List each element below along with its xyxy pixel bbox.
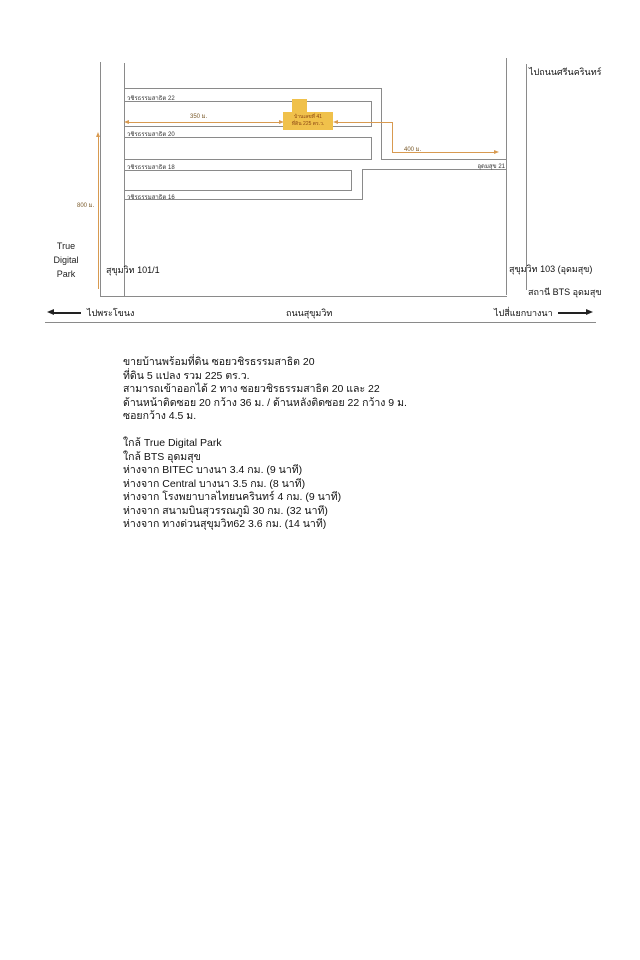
desc-line: ขายบ้านพร้อมที่ดิน ซอยวชิรธรรมสาธิต 20: [123, 356, 315, 368]
route-350m-arrow-left: [124, 120, 129, 124]
to-bangna-label: ไปสี่แยกบางนา: [494, 308, 553, 318]
desc-line: ห่างจาก สนามบินสุวรรณภูมิ 30 กม. (32 นาที): [123, 504, 328, 517]
desc-line: ที่ดิน 5 แปลง รวม 225 ตร.ว.: [123, 369, 250, 382]
house-land-size-label: ที่ดิน 225 ตร.ว.: [291, 121, 325, 127]
desc-line: ห่างจาก Central บางนา 3.5 กม. (8 นาที): [123, 477, 306, 490]
bts-udomsuk-station-label: สถานี BTS อุดมสุข: [528, 287, 602, 297]
house-number-label: บ้านเลขที่ 41: [294, 114, 322, 120]
desc-line: ใกล้ BTS อุดมสุข: [123, 450, 201, 463]
description-block-1: [123, 356, 583, 424]
true-digital-park-label: [40, 239, 92, 281]
road-line-left-outer: [100, 62, 101, 296]
desc-line: ซอยกว้าง 4.5 ม.: [123, 410, 197, 422]
desc-line: ห่างจาก ทางด่วนสุขุมวิท62 3.6 กม. (14 นาที): [123, 518, 327, 530]
distance-350m-label: 350 ม.: [190, 114, 208, 120]
soi20-label: วชิรธรรมสาธิต 20: [127, 132, 175, 138]
desc-line: ใกล้ True Digital Park: [123, 437, 222, 449]
desc-line: ห่างจาก โรงพยาบาลไทยนครินทร์ 4 กม. (9 นาที): [123, 491, 342, 503]
tdp-line2: Digital: [53, 255, 79, 265]
distance-800m-label: 800 ม.: [77, 203, 95, 209]
sukhumvit-road-label: ถนนสุขุมวิท: [286, 308, 333, 318]
route-400m-arrow-left: [333, 120, 338, 124]
desc-line: ห่างจาก BITEC บางนา 3.4 กม. (9 นาที): [123, 464, 303, 476]
route-800m-line: [98, 137, 99, 289]
listing-description: [123, 356, 583, 532]
desc-line: สามารถเข้าออกได้ 2 ทาง ซอยวชิรธรรมสาธิต 20 และ 22: [123, 383, 380, 395]
to-srinagarindra-label: ไปถนนศรีนครินทร์: [529, 67, 602, 77]
distance-400m-label: 400 ม.: [404, 147, 422, 153]
route-400m-line-b: [392, 122, 393, 153]
block-right-line: [381, 88, 382, 159]
description-block-2: [123, 437, 583, 532]
route-400m-arrow-right: [494, 150, 499, 154]
soi22-label: วชิรธรรมสาธิต 22: [127, 96, 175, 102]
route-350m-line: [129, 122, 279, 123]
sukhumvit-north-line: [100, 296, 507, 297]
big-block-left-line: [362, 169, 363, 199]
tdp-line1: True: [56, 241, 76, 251]
block-soi20: [124, 137, 372, 160]
udomsuk21-label: อุดมสุข 21: [477, 164, 505, 170]
east-arrow-line: [558, 312, 586, 314]
sukhumvit-103-label: สุขุมวิท 103 (อุดมสุข): [509, 264, 593, 274]
soi16-label: วชิรธรรมสาธิต 16: [127, 195, 175, 201]
tdp-line3: Park: [56, 269, 76, 279]
east-arrow-icon: [586, 309, 593, 315]
udomsuk21-road-line: [381, 159, 506, 160]
road-line-right-outer: [526, 64, 527, 290]
to-phra-khanong-label: ไปพระโขนง: [87, 308, 135, 318]
route-800m-arrow-up: [96, 132, 100, 137]
road-line-right-inner: [506, 58, 507, 295]
west-arrow-line: [53, 312, 81, 314]
desc-line: ด้านหน้าติดซอย 20 กว้าง 36 ม. / ด้านหลังติดซอย 22 กว้าง 9 ม.: [123, 396, 407, 409]
soi18-label: วชิรธรรมสาธิต 18: [127, 165, 175, 171]
block-soi18: [124, 170, 352, 191]
block-top-line: [124, 88, 382, 89]
house-plot-box: [283, 112, 333, 130]
route-400m-line-a: [338, 122, 393, 123]
sukhumvit-101-1-label: สุขุมวิท 101/1: [106, 265, 160, 275]
sukhumvit-south-line: [45, 322, 596, 323]
